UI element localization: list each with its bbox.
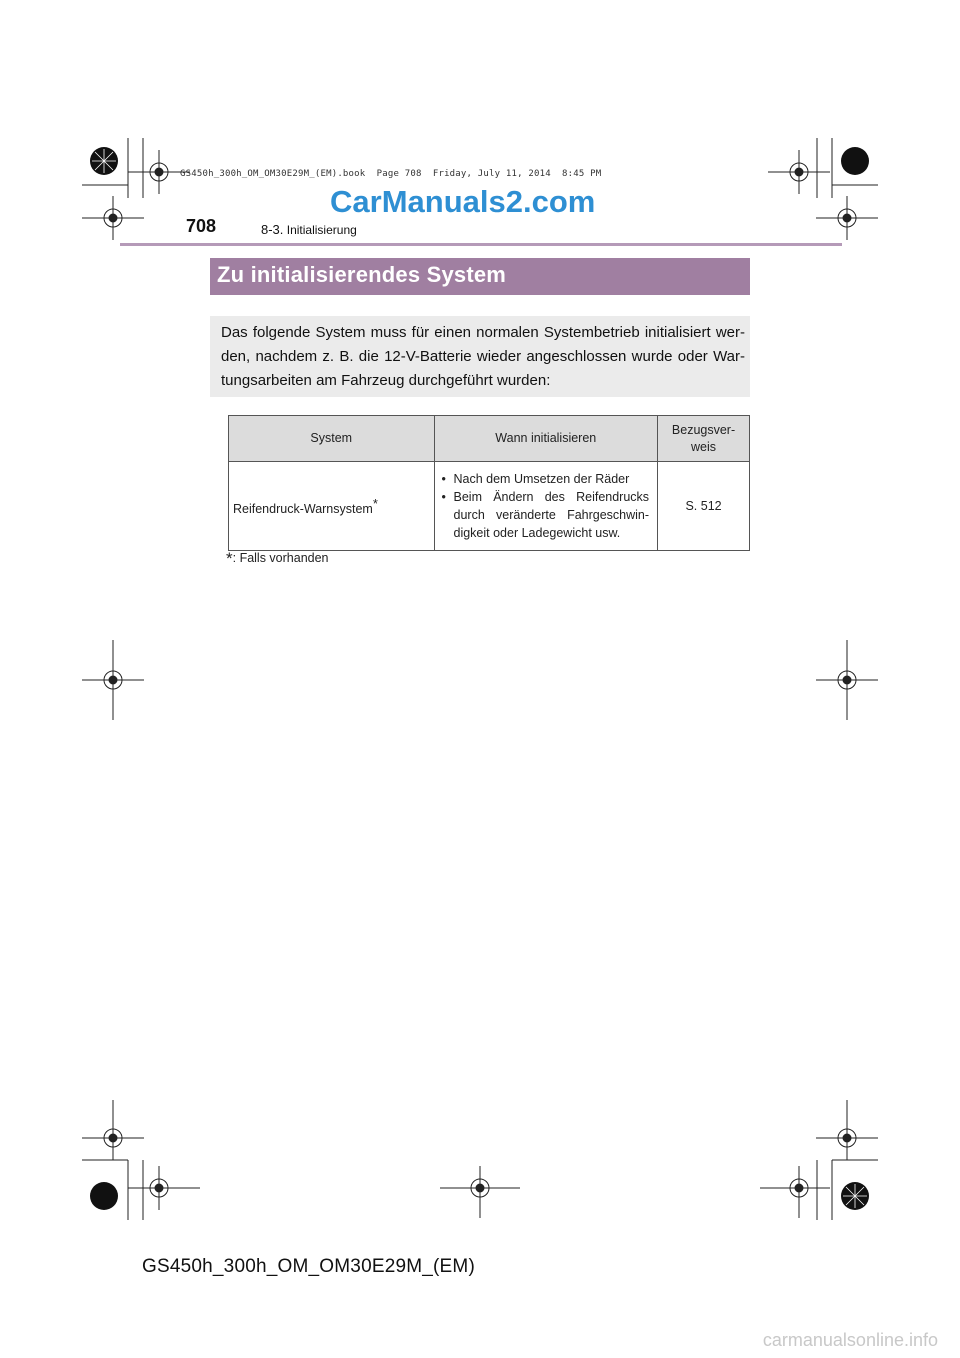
header-reference [658, 416, 750, 462]
table-header-row [229, 416, 750, 462]
registration-mark [82, 640, 144, 720]
cell-reference: S. 512 [658, 462, 750, 551]
initialization-table [228, 415, 750, 551]
registration-mark [816, 196, 878, 240]
watermark-footer[interactable]: carmanualsonline.info [762, 1330, 938, 1350]
footnote [226, 549, 329, 569]
section-breadcrumb [261, 222, 357, 237]
section-title: Initialisierung [286, 223, 357, 237]
registration-mark [128, 1166, 200, 1210]
list-item: • Beim Ändern des Reifendrucks durch veränderte Fahrgeschwin-digkeit oder Ladegewicht usw. [441, 490, 650, 540]
header-reference-line1: Bezugsver- [671, 422, 736, 437]
header-system: System [229, 416, 435, 462]
page-number: 708 [186, 216, 217, 236]
registration-mark [816, 640, 878, 720]
bullet: • [441, 472, 446, 486]
header-divider [120, 243, 842, 246]
table-row [229, 462, 750, 551]
registration-mark [816, 1100, 878, 1160]
cell-when [434, 462, 658, 551]
section-number: 8-3. [261, 222, 284, 237]
intro-text: Das folgende System muss für einen normalen Systembetrieb initialisiert wer-den, nachdem z. B. die 12-V-Batterie wieder angeschlossen wurde oder War-tungsarbeiten am Fahrzeug durchgeführt wurden: [221, 324, 745, 389]
print-file-info: GS450h_300h_OM_OM30E29M_(EM).book Page 708 Friday, July 11, 2014 8:45 PM [180, 169, 602, 179]
registration-mark [82, 196, 144, 240]
watermark-logo[interactable]: CarManuals2.com [330, 184, 596, 219]
header-reference-line2: weis [691, 439, 717, 454]
intro-box [210, 316, 750, 397]
registration-mark [768, 150, 830, 194]
list-item: • Nach dem Umsetzen der Räder [441, 472, 630, 486]
cell-system [229, 462, 435, 551]
header-when: Wann initialisieren [434, 416, 658, 462]
registration-mark [760, 1166, 830, 1218]
page-title: Zu initialisierendes System [217, 262, 507, 287]
bullet: • [441, 490, 446, 504]
title-bar [210, 258, 750, 295]
footnote-marker: * [372, 495, 378, 511]
registration-mark [440, 1166, 520, 1218]
footnote-star: * [226, 549, 233, 568]
registration-mark [82, 1100, 144, 1160]
footnote-text: : Falls vorhanden [232, 551, 329, 565]
model-code: GS450h_300h_OM_OM30E29M_(EM) [142, 1256, 475, 1277]
system-name: Reifendruck-Warnsystem [233, 502, 373, 517]
